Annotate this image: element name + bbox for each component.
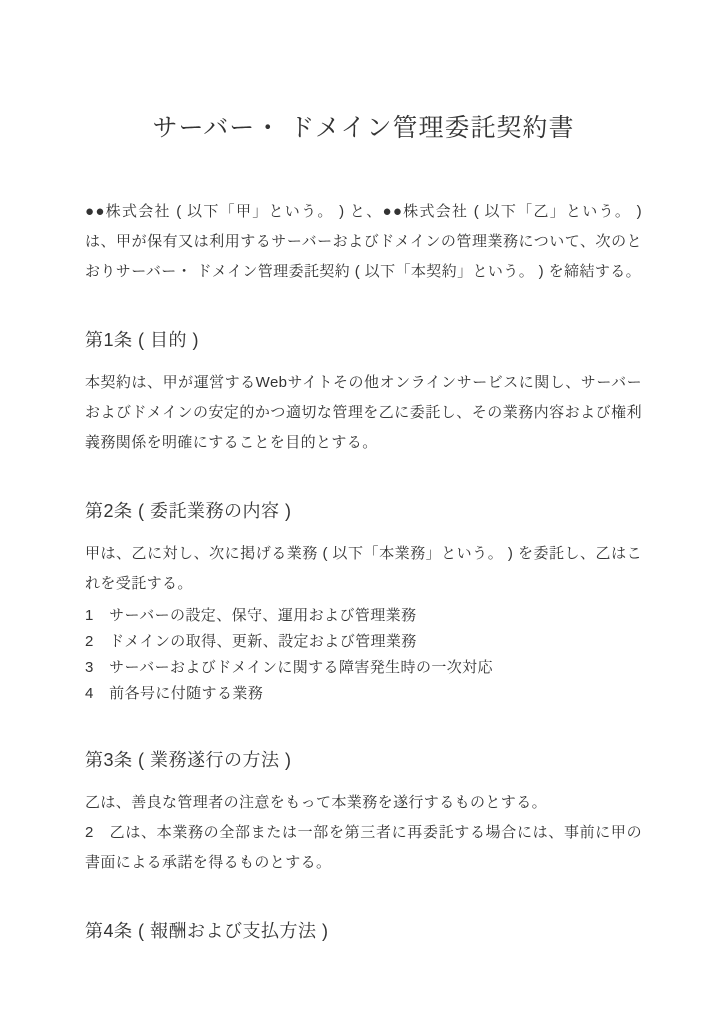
- article-3-paragraph-1: 乙は、善良な管理者の注意をもって本業務を遂行するものとする。: [85, 794, 548, 811]
- contract-preamble: ●●株式会社 ( 以下「甲」という。 ) と、●●株式会社 ( 以下「乙」という。 ) は、甲が保有又は利用するサーバーおよびドメインの管理業務について、次のとおりサーバー・ ドメイン管理委託契約 ( 以下「本契約」という。 ) を締結する。: [85, 203, 642, 280]
- contract-title: サーバー・ ドメイン管理委託契約書: [152, 114, 575, 142]
- article-1-section: [85, 327, 642, 458]
- article-2-heading: 第2条 ( 委託業務の内容 ): [85, 501, 292, 521]
- article-2-item-1: 1 サーバーの設定、保守、運用および管理業務: [85, 607, 417, 624]
- document-content: [85, 0, 642, 945]
- article-2-lead: 甲は、乙に対し、次に掲げる業務 ( 以下「本業務」という。 ) を委託し、乙はこれを受託する。: [85, 545, 642, 592]
- article-4-heading: 第4条 ( 報酬および支払方法 ): [85, 921, 329, 941]
- article-2-item-2: 2 ドメインの取得、更新、設定および管理業務: [85, 633, 417, 650]
- article-3-section: [85, 747, 642, 878]
- article-2-item-3: 3 サーバーおよびドメインに関する障害発生時の一次対応: [85, 659, 493, 676]
- article-3-heading: 第3条 ( 業務遂行の方法 ): [85, 750, 292, 770]
- article-2-item-4: 4 前各号に付随する業務: [85, 685, 264, 702]
- article-1-body: 本契約は、甲が運営するWebサイトその他オンラインサービスに関し、サーバーおよびドメインの安定的かつ適切な管理を乙に委託し、その業務内容および権利義務関係を明確にすることを目的とする。: [85, 374, 642, 451]
- article-4-section: [85, 918, 642, 945]
- article-2-section: [85, 498, 642, 707]
- article-2-item-list: [85, 603, 642, 707]
- article-3-paragraph-2: 2 乙は、本業務の全部または一部を第三者に再委託する場合には、事前に甲の書面による承諾を得るものとする。: [85, 824, 642, 871]
- article-1-heading: 第1条 ( 目的 ): [85, 330, 200, 350]
